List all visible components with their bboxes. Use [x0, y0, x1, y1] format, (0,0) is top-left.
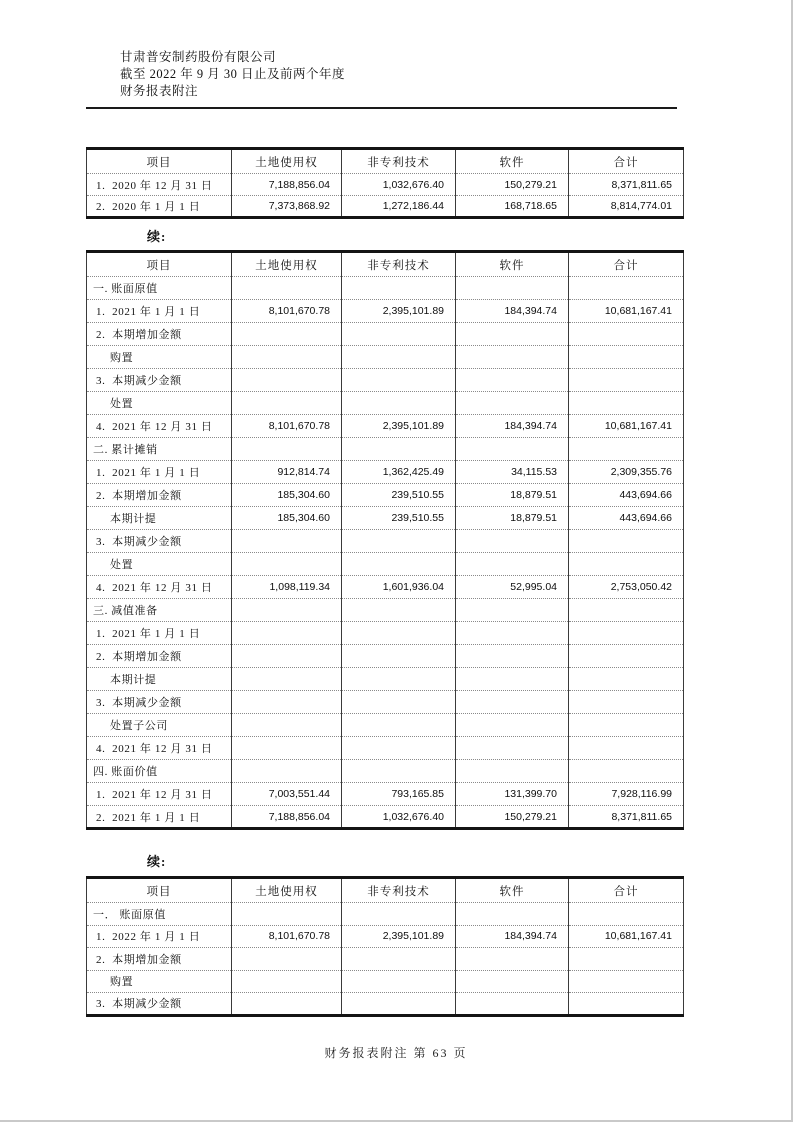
continued-label-1: 续: — [147, 229, 167, 244]
cell-value — [232, 737, 342, 760]
cell-value — [232, 530, 342, 553]
column-header-0: 项目 — [87, 878, 232, 903]
cell-value — [569, 903, 684, 926]
row-label: 处置 — [87, 392, 232, 415]
cell-value — [342, 948, 456, 971]
row-label: 1. 2021 年 1 月 1 日 — [87, 622, 232, 645]
row-label: 3. 本期减少金额 — [87, 530, 232, 553]
cell-value — [456, 970, 569, 993]
cell-value — [232, 760, 342, 783]
table-row — [87, 970, 684, 993]
table-row — [87, 760, 684, 783]
cell-value — [456, 553, 569, 576]
cell-value: 184,394.74 — [456, 415, 569, 438]
cell-value — [232, 346, 342, 369]
cell-value: 18,879.51 — [456, 484, 569, 507]
row-label: 本期计提 — [87, 507, 232, 530]
cell-value — [342, 277, 456, 300]
cell-value: 184,394.74 — [456, 300, 569, 323]
table-row — [87, 277, 684, 300]
cell-value — [232, 438, 342, 461]
table-row — [87, 645, 684, 668]
cell-value: 8,371,811.65 — [569, 174, 684, 196]
column-header-2: 非专利技术 — [342, 878, 456, 903]
row-label: 1. 2021 年 1 月 1 日 — [87, 300, 232, 323]
row-label: 4. 2021 年 12 月 31 日 — [87, 576, 232, 599]
cell-value: 2,395,101.89 — [342, 300, 456, 323]
cell-value: 443,694.66 — [569, 484, 684, 507]
column-header-3: 软件 — [456, 149, 569, 174]
column-header-1: 土地使用权 — [232, 149, 342, 174]
table-row — [87, 461, 684, 484]
cell-value: 185,304.60 — [232, 484, 342, 507]
cell-value — [342, 622, 456, 645]
cell-value — [232, 714, 342, 737]
cell-value: 2,753,050.42 — [569, 576, 684, 599]
cell-value — [342, 346, 456, 369]
cell-value — [342, 438, 456, 461]
cell-value — [232, 691, 342, 714]
cell-value: 239,510.55 — [342, 507, 456, 530]
table-row — [87, 806, 684, 829]
cell-value: 7,188,856.04 — [232, 174, 342, 196]
table-row — [87, 300, 684, 323]
cell-value: 10,681,167.41 — [569, 925, 684, 948]
table-header-row — [87, 252, 684, 277]
row-label: 3. 本期减少金额 — [87, 369, 232, 392]
column-header-4: 合计 — [569, 878, 684, 903]
cell-value: 150,279.21 — [456, 174, 569, 196]
cell-value — [569, 392, 684, 415]
cell-value: 1,032,676.40 — [342, 806, 456, 829]
cell-value — [456, 948, 569, 971]
company-name: 甘肃普安制药股份有限公司 — [120, 50, 277, 64]
cell-value — [456, 993, 569, 1016]
cell-value — [456, 714, 569, 737]
table-row — [87, 993, 684, 1016]
row-label: 一． 账面原值 — [87, 903, 232, 926]
row-label: 2. 2020 年 1 月 1 日 — [87, 196, 232, 218]
row-label: 四. 账面价值 — [87, 760, 232, 783]
cell-value: 7,373,868.92 — [232, 196, 342, 218]
row-label: 二. 累计摊销 — [87, 438, 232, 461]
cell-value: 7,928,116.99 — [569, 783, 684, 806]
table-row — [87, 346, 684, 369]
cell-value: 8,101,670.78 — [232, 925, 342, 948]
row-label: 3. 本期减少金额 — [87, 691, 232, 714]
intangible-assets-table-2022 — [86, 876, 684, 1017]
table-row — [87, 599, 684, 622]
row-label: 2. 本期增加金额 — [87, 948, 232, 971]
cell-value — [456, 599, 569, 622]
cell-value: 443,694.66 — [569, 507, 684, 530]
cell-value: 2,395,101.89 — [342, 925, 456, 948]
table-header-row — [87, 878, 684, 903]
cell-value: 7,003,551.44 — [232, 783, 342, 806]
cell-value: 2,395,101.89 — [342, 415, 456, 438]
cell-value: 8,814,774.01 — [569, 196, 684, 218]
table-row — [87, 576, 684, 599]
table-2020-summary-wrap — [86, 147, 683, 219]
cell-value: 8,101,670.78 — [232, 415, 342, 438]
column-header-2: 非专利技术 — [342, 252, 456, 277]
cell-value — [569, 948, 684, 971]
cell-value — [232, 668, 342, 691]
row-label: 1. 2022 年 1 月 1 日 — [87, 925, 232, 948]
cell-value — [569, 691, 684, 714]
cell-value: 8,371,811.65 — [569, 806, 684, 829]
cell-value: 168,718.65 — [456, 196, 569, 218]
row-label: 1. 2021 年 12 月 31 日 — [87, 783, 232, 806]
cell-value — [232, 645, 342, 668]
cell-value — [456, 760, 569, 783]
table-row — [87, 714, 684, 737]
table-row — [87, 369, 684, 392]
table-row — [87, 415, 684, 438]
table-row — [87, 507, 684, 530]
cell-value — [569, 438, 684, 461]
cell-value — [342, 645, 456, 668]
column-header-0: 项目 — [87, 149, 232, 174]
cell-value — [569, 346, 684, 369]
cell-value — [569, 530, 684, 553]
cell-value — [569, 970, 684, 993]
cell-value — [456, 530, 569, 553]
cell-value: 912,814.74 — [232, 461, 342, 484]
cell-value — [342, 691, 456, 714]
cell-value: 7,188,856.04 — [232, 806, 342, 829]
document-title: 财务报表附注 — [120, 84, 199, 98]
cell-value: 1,362,425.49 — [342, 461, 456, 484]
header-divider — [86, 107, 677, 109]
cell-value — [342, 599, 456, 622]
cell-value — [456, 691, 569, 714]
column-header-3: 软件 — [456, 878, 569, 903]
cell-value — [342, 553, 456, 576]
report-period: 截至 2022 年 9 月 30 日止及前两个年度 — [120, 67, 346, 81]
table-row — [87, 392, 684, 415]
cell-value: 18,879.51 — [456, 507, 569, 530]
intangible-assets-table-2020 — [86, 147, 684, 219]
cell-value — [342, 760, 456, 783]
table-row — [87, 691, 684, 714]
cell-value — [569, 599, 684, 622]
table-2022-detail-wrap — [86, 876, 683, 1017]
table-header-row — [87, 149, 684, 174]
cell-value — [456, 903, 569, 926]
table-row — [87, 737, 684, 760]
cell-value: 793,165.85 — [342, 783, 456, 806]
row-label: 2. 2021 年 1 月 1 日 — [87, 806, 232, 829]
cell-value — [456, 277, 569, 300]
cell-value — [456, 323, 569, 346]
cell-value: 2,309,355.76 — [569, 461, 684, 484]
cell-value — [342, 993, 456, 1016]
column-header-1: 土地使用权 — [232, 878, 342, 903]
row-label: 2. 本期增加金额 — [87, 484, 232, 507]
row-label: 购置 — [87, 970, 232, 993]
continued-label-2: 续: — [147, 854, 167, 869]
cell-value — [342, 668, 456, 691]
cell-value — [232, 392, 342, 415]
table-row — [87, 196, 684, 218]
cell-value — [342, 970, 456, 993]
cell-value: 10,681,167.41 — [569, 300, 684, 323]
cell-value: 185,304.60 — [232, 507, 342, 530]
cell-value — [569, 645, 684, 668]
document-header — [120, 49, 345, 100]
cell-value: 1,272,186.44 — [342, 196, 456, 218]
row-label: 4. 2021 年 12 月 31 日 — [87, 737, 232, 760]
cell-value — [232, 553, 342, 576]
cell-value: 239,510.55 — [342, 484, 456, 507]
cell-value — [569, 369, 684, 392]
cell-value — [456, 737, 569, 760]
table-2021-detail-wrap — [86, 250, 683, 830]
row-label: 2. 本期增加金额 — [87, 323, 232, 346]
cell-value — [342, 392, 456, 415]
cell-value — [569, 737, 684, 760]
row-label: 1. 2021 年 1 月 1 日 — [87, 461, 232, 484]
cell-value — [232, 323, 342, 346]
cell-value: 150,279.21 — [456, 806, 569, 829]
cell-value — [456, 645, 569, 668]
cell-value — [456, 622, 569, 645]
cell-value — [456, 392, 569, 415]
cell-value — [456, 668, 569, 691]
cell-value — [569, 760, 684, 783]
cell-value — [569, 714, 684, 737]
cell-value — [569, 668, 684, 691]
table-row — [87, 622, 684, 645]
cell-value: 1,098,119.34 — [232, 576, 342, 599]
table-row — [87, 903, 684, 926]
row-label: 处置 — [87, 553, 232, 576]
cell-value: 1,032,676.40 — [342, 174, 456, 196]
cell-value — [342, 714, 456, 737]
cell-value: 8,101,670.78 — [232, 300, 342, 323]
cell-value — [569, 323, 684, 346]
cell-value — [232, 993, 342, 1016]
cell-value — [569, 622, 684, 645]
row-label: 一. 账面原值 — [87, 277, 232, 300]
cell-value — [232, 903, 342, 926]
cell-value — [342, 323, 456, 346]
table-row — [87, 484, 684, 507]
column-header-3: 软件 — [456, 252, 569, 277]
cell-value — [569, 553, 684, 576]
table-row — [87, 948, 684, 971]
cell-value — [569, 993, 684, 1016]
cell-value — [232, 277, 342, 300]
table-row — [87, 553, 684, 576]
cell-value — [232, 599, 342, 622]
row-label: 4. 2021 年 12 月 31 日 — [87, 415, 232, 438]
table-row — [87, 438, 684, 461]
column-header-1: 土地使用权 — [232, 252, 342, 277]
row-label: 三. 减值准备 — [87, 599, 232, 622]
row-label: 处置子公司 — [87, 714, 232, 737]
table-row — [87, 530, 684, 553]
column-header-2: 非专利技术 — [342, 149, 456, 174]
row-label: 2. 本期增加金额 — [87, 645, 232, 668]
cell-value — [569, 277, 684, 300]
cell-value: 10,681,167.41 — [569, 415, 684, 438]
column-header-4: 合计 — [569, 252, 684, 277]
cell-value — [232, 948, 342, 971]
row-label: 3. 本期减少金额 — [87, 993, 232, 1016]
row-label: 1. 2020 年 12 月 31 日 — [87, 174, 232, 196]
cell-value — [342, 737, 456, 760]
column-header-4: 合计 — [569, 149, 684, 174]
cell-value: 34,115.53 — [456, 461, 569, 484]
cell-value: 52,995.04 — [456, 576, 569, 599]
cell-value — [456, 369, 569, 392]
column-header-0: 项目 — [87, 252, 232, 277]
table-row — [87, 174, 684, 196]
cell-value — [456, 438, 569, 461]
cell-value — [232, 369, 342, 392]
cell-value — [456, 346, 569, 369]
table-row — [87, 323, 684, 346]
row-label: 购置 — [87, 346, 232, 369]
cell-value — [342, 530, 456, 553]
cell-value — [342, 903, 456, 926]
cell-value: 184,394.74 — [456, 925, 569, 948]
table-row — [87, 925, 684, 948]
cell-value: 131,399.70 — [456, 783, 569, 806]
cell-value — [232, 622, 342, 645]
row-label: 本期计提 — [87, 668, 232, 691]
table-row — [87, 668, 684, 691]
table-row — [87, 783, 684, 806]
intangible-assets-table-2021 — [86, 250, 684, 830]
page-footer: 财务报表附注 第 63 页 — [324, 1046, 468, 1060]
cell-value: 1,601,936.04 — [342, 576, 456, 599]
cell-value — [232, 970, 342, 993]
cell-value — [342, 369, 456, 392]
